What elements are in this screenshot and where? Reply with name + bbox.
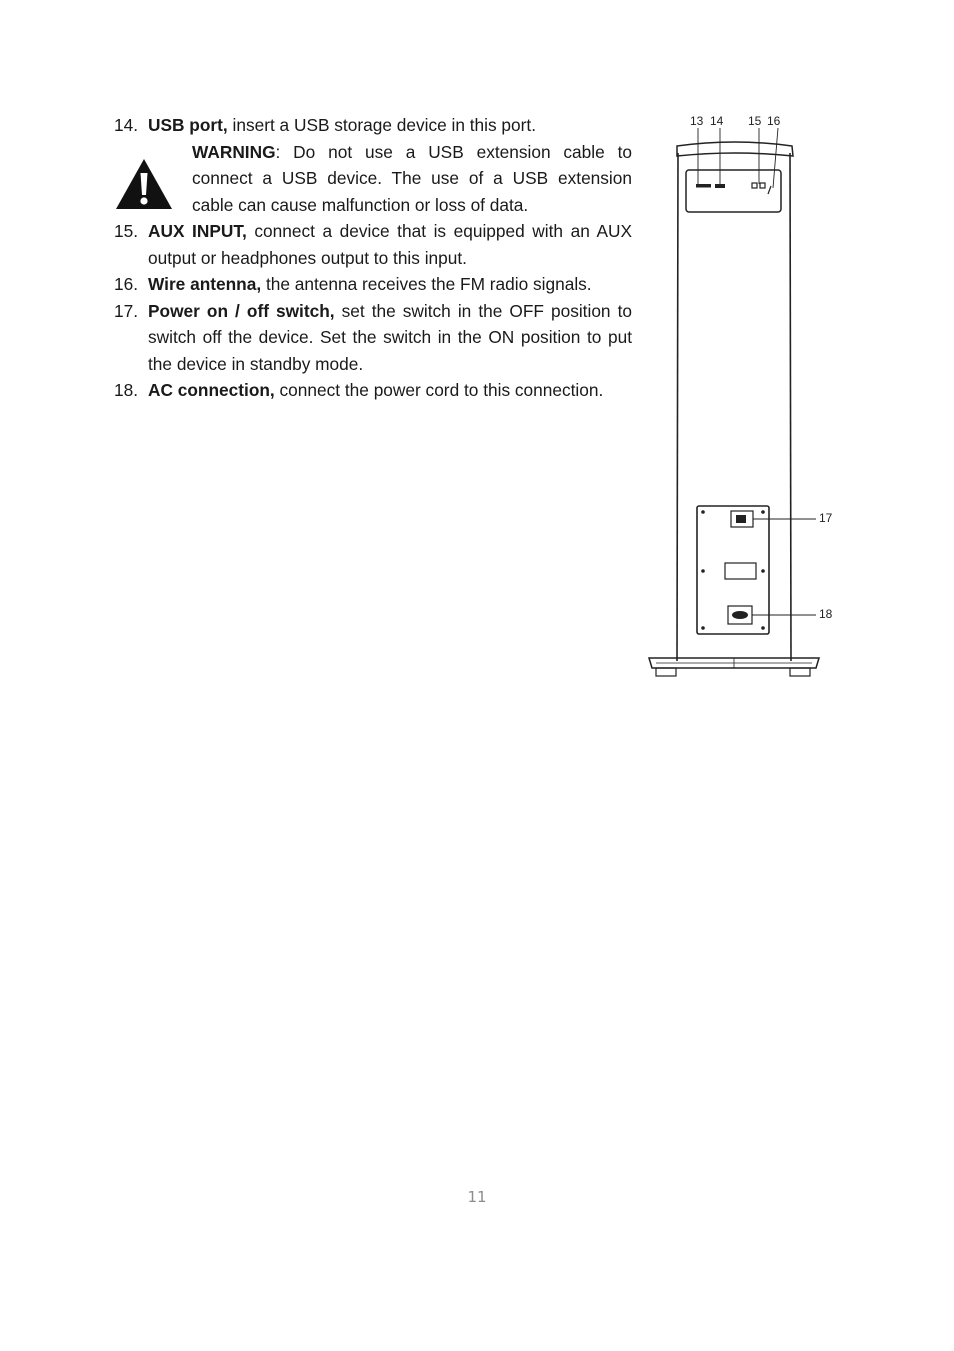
item-title: AC connection, (148, 380, 275, 400)
item-description: connect the power cord to this connection. (274, 380, 604, 400)
callout-16: 16 (767, 114, 781, 128)
callout-14: 14 (710, 114, 724, 128)
item-title: AUX INPUT, (148, 221, 247, 241)
list-item-ac-connection (114, 377, 632, 404)
callout-13: 13 (690, 114, 704, 128)
instructions-list (114, 112, 632, 404)
callout-18: 18 (819, 607, 833, 621)
callout-15: 15 (748, 114, 762, 128)
usb-warning (114, 139, 632, 219)
warning-text: : Do not use a USB extension cable to connect a USB device. The use of a USB extension cable can cause malfunction or loss of data. (192, 141, 632, 215)
warning-triangle-icon (114, 139, 192, 219)
item-description: the antenna receives the FM radio signals. (261, 274, 592, 294)
page-number: 11 (467, 1188, 487, 1206)
list-item-aux-input (114, 218, 632, 271)
item-description: set the switch in the OFF position to switch off the device. Set the switch in the ON position to put the device in standby mode. (148, 300, 632, 374)
item-number: 15. (114, 221, 139, 241)
item-title: USB port, (148, 115, 228, 135)
item-title: Wire antenna, (148, 274, 262, 294)
item-number: 14. (114, 115, 139, 135)
item-number: 17. (114, 300, 139, 321)
item-number: 18. (114, 380, 139, 400)
device-rear-diagram (640, 108, 845, 683)
item-title: Power on / off switch, (148, 300, 335, 321)
list-item-power-switch (114, 298, 632, 378)
item-description: insert a USB storage device in this port. (227, 115, 537, 135)
item-description: connect a device that is equipped with an AUX output or headphones output to this input. (148, 221, 632, 268)
callout-17: 17 (819, 511, 833, 525)
list-item-wire-antenna (114, 271, 632, 298)
item-number: 16. (114, 274, 139, 294)
warning-label: WARNING (192, 141, 276, 162)
list-item-usb-port (114, 112, 632, 139)
